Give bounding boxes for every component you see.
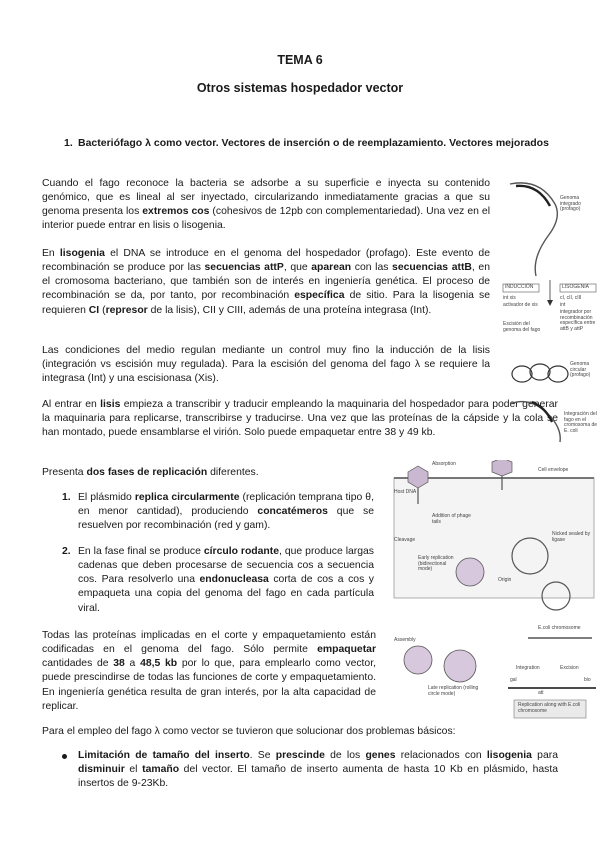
bold-run: específica [294, 290, 345, 302]
text-run: Todas las proteínas implicadas en el corte y empaquetamiento están codificadas en el genoma del fago. Sólo permite [42, 630, 376, 656]
figure-label: Cleavage [394, 537, 416, 543]
bold-run: dos fases de replicación [86, 467, 208, 478]
text-run: El plásmido [78, 492, 135, 503]
bold-run: extremos cos [142, 206, 210, 218]
phage-head-icon [492, 460, 512, 476]
text-run: (cohesivos de 12pb con complementariedad). Una vez en el interior puede entrar en lisis o lisogenia. [42, 206, 490, 232]
figure-label: INDUCCIÓN [505, 284, 534, 290]
chromosome-strand [510, 183, 557, 276]
bold-run: prescinde [275, 750, 325, 761]
figure-label: Integración del fago en el cromosoma de E. coli [564, 411, 598, 434]
text-run: el [124, 764, 143, 776]
text-run: Cuando el fago reconoce la bacteria se adsorbe a su superficie e inyecta su contenido genómico, que es lineal al ser inyectado, circularizando inmediatamente gracias a que su genoma presenta los [42, 178, 490, 218]
lytic-cycle-figure [388, 460, 600, 722]
figure-label: integrador por recombinación específica entre attB y attP [560, 309, 596, 332]
figure-label: gal [510, 677, 517, 683]
text-run: Para el empleo del fago λ como vector se tuvieron que solucionar dos problemas básicos: [42, 726, 456, 737]
figure-label: Cell envelope [538, 467, 569, 473]
bold-run: genes [365, 750, 396, 761]
text-run: por lo que, para emplearlo como vector, puede prescindirse de todas las funciones de corte y empaquetamiento. En ingeniería genética resulta de gran interés, por la alta capacidad de replicar. [42, 658, 376, 712]
figure-label: Addition of phage tails [432, 513, 471, 525]
figure-label: Late replication (rolling circle mode) [428, 685, 479, 697]
list-number: 2. [62, 546, 71, 557]
text-run: . Se [249, 750, 276, 761]
list-item-text [78, 545, 374, 616]
list-number: 1. [62, 492, 71, 503]
figure-label: Genoma integrado (profago) [560, 195, 581, 212]
bold-run: endonucleasa [199, 574, 269, 586]
figure-label: int [560, 302, 566, 308]
section-number: 1. [64, 137, 73, 149]
figure-label: Early replication (bidirectional mode) [418, 555, 454, 572]
list-item-text [78, 491, 374, 533]
paragraph-fases [42, 466, 372, 480]
lysogeny-figure [500, 176, 600, 446]
paragraph-lisogenia [42, 247, 490, 318]
bold-run: secuencias attP [204, 262, 284, 274]
figure-label: Genoma circular (profago) [570, 361, 591, 378]
text-run: , que produce largas cadenas que deben procesarse de secuencia cos a secuencia cos. Para resolverlo una [78, 546, 375, 586]
text-run: a [124, 658, 141, 670]
bold-run: 38 [113, 658, 125, 670]
figure-label: Excision [560, 665, 579, 671]
lytic-cycle-diagram [388, 460, 600, 722]
section-heading-text: Bacteriófago λ como vector. Vectores de inserción o de reemplazamiento. Vectores mejorados [78, 137, 549, 149]
text-run: corta de cos a cos y empaqueta una copia del genoma del fago en cada partícula viral. [78, 574, 375, 614]
text-run: , que [283, 262, 312, 274]
figure-label: Absorption [432, 461, 456, 467]
bold-run: lisogenia [486, 750, 532, 761]
text-run: que se resuelven por recombinación (red y gam). [78, 506, 374, 532]
chromosome-strand-lower [510, 402, 560, 442]
figure-label: int xis [503, 295, 516, 301]
text-run: Al entrar en [42, 399, 101, 410]
text-run: para [531, 750, 558, 761]
text-run: empieza a transcribir y traducir empleando la maquinaria del hospedador para poder generar la maquinaria para replicarse, transcribirse y traducirse. Una vez que las proteínas de la cápside y la cola se han montado, puede ensamblarse el virión. Solo puede empaquetar entre 38 y 49 kb. [42, 399, 558, 439]
list-item [62, 491, 374, 533]
bold-run: CI [88, 304, 100, 316]
figure-label: Nicked sealed by ligase [552, 531, 591, 543]
text-run: relacionados con [395, 750, 487, 761]
paragraph-problemas [42, 725, 558, 739]
bold-run: replica circularmente [134, 492, 240, 503]
text-run: el DNA se introduce en el genoma del hospedador (profago). Este evento de recombinación se produce por las [42, 248, 490, 274]
bold-run: Limitación de tamaño del inserto [78, 750, 250, 761]
figure-label: bio [584, 677, 591, 683]
bold-run: disminuir [78, 764, 125, 776]
text-run: del vector. El tamaño de inserto aumenta de hasta 10 Kb en plásmido, hasta insertos de 9-23Kb. [78, 764, 558, 790]
paragraph-adsorption [42, 177, 490, 234]
figure-label: E.coli chromosome [538, 625, 581, 631]
figure-label: Replication along with E.coli chromosome [518, 702, 581, 714]
paragraph-induccion [42, 344, 490, 386]
bold-run: lisis [100, 399, 121, 410]
figure-label: LISOGENIA [562, 284, 589, 290]
text-run: Presenta [42, 467, 87, 478]
text-run: con las [351, 262, 393, 274]
figure-label: Origin [498, 577, 512, 583]
text-run: En la fase final se produce [78, 546, 204, 557]
text-run: de los [324, 750, 366, 761]
page-subtitle: Otros sistemas hospedador vector [196, 81, 404, 95]
arrow-head [547, 300, 553, 306]
figure-label: Host DNA [394, 489, 417, 495]
bold-run: tamaño [142, 764, 180, 776]
text-run: , en el cromosoma bacteriano, que también son de interés en ingeniería genética. El proceso de recombinación se da, por tanto, por recombinación [42, 262, 490, 302]
page-title: TEMA 6 [277, 53, 323, 67]
list-item [62, 545, 374, 616]
text-run: Las condiciones del medio regulan mediante un control muy fino la inducción de la lisis (integración vs escisión muy regulada). Para la escisión del genoma del fago λ se requiere la integrasa (Int) y una escisionasa (Xis). [42, 345, 490, 385]
bullet-dot [62, 754, 67, 759]
early-replication-circle [456, 558, 484, 586]
bold-run: aparean [311, 262, 352, 274]
text-run: de la lisis), CII y CIII, además de una proteína integrasa (Int). [147, 304, 432, 316]
figure-label: att [538, 690, 544, 696]
bullet-item [62, 749, 558, 791]
text-run: diferentes. [207, 467, 259, 478]
bullet-item-text [78, 749, 558, 791]
bold-run: empaquetar [317, 644, 376, 656]
late-replication-circle [444, 650, 476, 682]
paragraph-lisis [42, 398, 558, 440]
circular-genome-coils [512, 364, 568, 382]
paragraph-empaquetamiento [42, 629, 376, 714]
figure-label: Assembly [394, 637, 416, 643]
integrated-genome-segment [516, 186, 550, 206]
section-heading [64, 136, 560, 151]
bold-run: secuencias attB [392, 262, 472, 274]
bold-run: represor [105, 304, 148, 316]
text-run: cantidades de [42, 658, 114, 670]
bold-run: lisogenia [59, 248, 105, 259]
figure-label: activador de xis [503, 302, 538, 308]
bold-run: concatémeros [257, 506, 328, 518]
bold-run: círculo rodante [203, 546, 280, 557]
text-run: ( [99, 304, 106, 316]
bold-run: 48,5 kb [140, 658, 178, 670]
text-run: de sitio. Para la lisogenia se requieren [42, 290, 490, 316]
figure-label: Integration [516, 665, 540, 671]
assembly-circle [404, 646, 432, 674]
figure-label: Escisión del genoma del fago [503, 321, 541, 333]
figure-label: cI, cII, cIII [560, 295, 582, 301]
text-run: En [42, 248, 60, 259]
text-run: (replicación temprana tipo θ, en menor cantidad), produciendo [78, 492, 374, 518]
